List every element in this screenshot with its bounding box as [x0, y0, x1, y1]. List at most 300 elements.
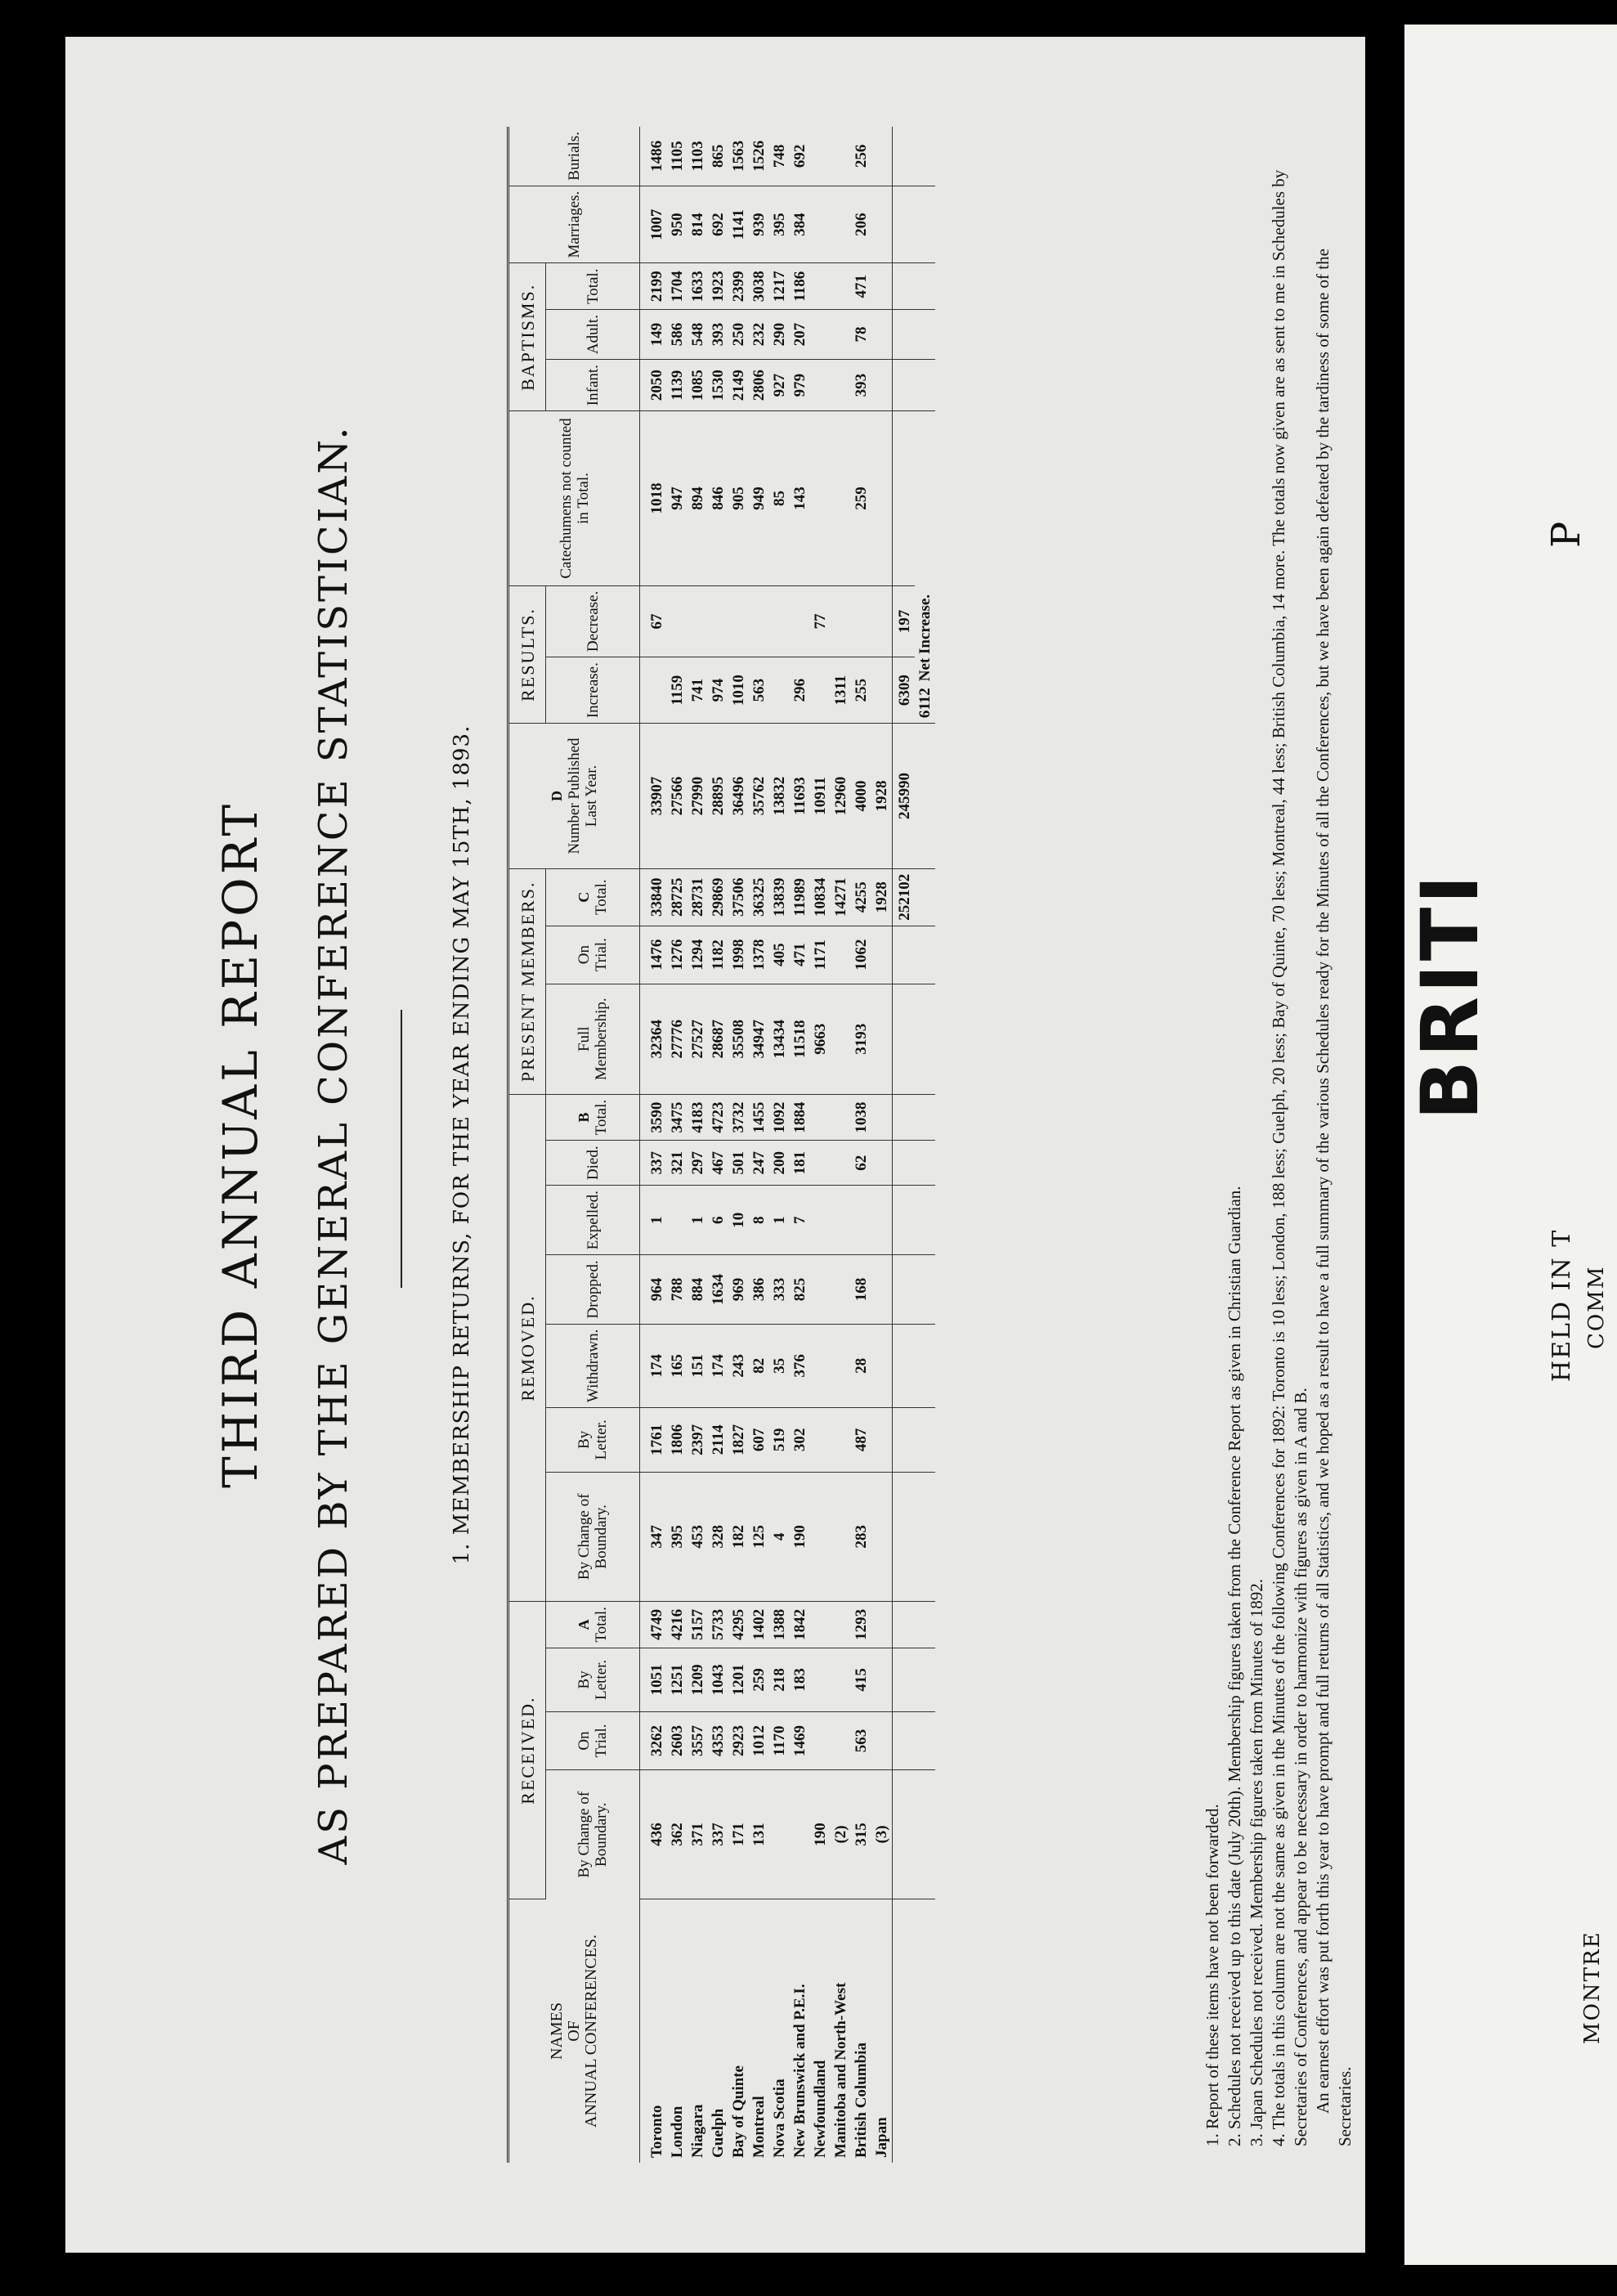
table-row [769, 127, 790, 2163]
table-cell: 1998 [728, 926, 749, 984]
totals-cell [893, 1712, 916, 1770]
table-cell: 28 [851, 1324, 871, 1407]
conference-name: Newfoundland [812, 2060, 829, 2158]
table-cell: 4183 [688, 1094, 708, 1141]
table-cell [871, 310, 893, 360]
net-spacer [915, 1712, 935, 1770]
table-cell: 10834 [810, 868, 831, 926]
table-cell: 471 [790, 926, 810, 984]
table-cell: 884 [688, 1255, 708, 1324]
table-cell: 77 [810, 585, 831, 657]
table-cell: 1217 [769, 263, 790, 310]
table-cell [810, 1602, 831, 1648]
table-cell: 748 [769, 127, 790, 186]
table-cell: 1761 [640, 1408, 668, 1472]
totals-cell [893, 1094, 916, 1141]
baptisms-group-header: BAPTISMS. [508, 263, 546, 411]
col-burials: Burials. [508, 127, 640, 186]
table-cell: 2399 [728, 263, 749, 310]
table-cell [810, 1094, 831, 1141]
table-cell [831, 263, 851, 310]
table-cell [831, 1186, 851, 1255]
present-group-header: PRESENT MEMBERS. [508, 868, 546, 1094]
net-spacer [915, 1472, 935, 1602]
conference-name: New Brunswick and P.E.I. [791, 1984, 808, 2158]
membership-table [507, 127, 935, 2163]
table-cell: 467 [708, 1141, 728, 1186]
net-spacer [915, 127, 935, 186]
table-cell: 1276 [667, 926, 688, 984]
net-spacer [915, 1141, 935, 1186]
conference-name: Montreal [750, 2096, 768, 2158]
table-cell: 1455 [749, 1094, 769, 1141]
table-cell [728, 585, 749, 657]
table-cell: 376 [790, 1324, 810, 1407]
facing-page [1404, 25, 1617, 2265]
totals-cell [893, 310, 916, 360]
table-cell [871, 585, 893, 657]
table-cell: 259 [749, 1648, 769, 1711]
totals-cell [893, 1648, 916, 1711]
table-cell: 487 [851, 1408, 871, 1472]
col-expelled: Expelled. [546, 1186, 640, 1255]
net-spacer [915, 926, 935, 984]
table-cell [871, 127, 893, 186]
table-cell [871, 1472, 893, 1602]
table-cell: 4255 [851, 868, 871, 926]
conference-name: London [669, 2105, 686, 2158]
table-cell: 34947 [749, 984, 769, 1094]
totals-cell: 197 [893, 585, 916, 657]
totals-cell [893, 186, 916, 263]
table-cell: 1388 [769, 1602, 790, 1648]
table-cell: 395 [769, 186, 790, 263]
net-spacer [915, 1094, 935, 1141]
table-cell [851, 585, 871, 657]
totals-row [893, 127, 916, 2163]
net-spacer [915, 984, 935, 1094]
totals-cell [893, 1408, 916, 1472]
totals-cell [893, 360, 916, 411]
net-increase-label: Net Increase. [916, 594, 934, 682]
table-cell: 28725 [667, 868, 688, 926]
table-cell: 1186 [790, 263, 810, 310]
table-cell [810, 310, 831, 360]
table-cell: 11693 [790, 724, 810, 869]
col-infant: Infant. [546, 360, 640, 411]
table-cell [810, 186, 831, 263]
table-cell: 27566 [667, 724, 688, 869]
col-died: Died. [546, 1141, 640, 1186]
table-cell: 1563 [728, 127, 749, 186]
table-cell: 78 [851, 310, 871, 360]
table-row [667, 127, 688, 2163]
table-cell [810, 127, 831, 186]
table-cell: 1526 [749, 127, 769, 186]
table-cell [831, 926, 851, 984]
table-cell: 1182 [708, 926, 728, 984]
table-cell: 1012 [749, 1712, 769, 1770]
table-cell: 692 [708, 186, 728, 263]
table-cell: 1103 [688, 127, 708, 186]
footnote: 1. Report of these items have not been forwarded. [1203, 1804, 1222, 2146]
footnote: 3. Japan Schedules not received. Membership figures taken from Minutes of 1892. [1247, 1579, 1266, 2146]
table-cell: 333 [769, 1255, 790, 1324]
conference-name: Toronto [648, 2105, 665, 2158]
table-cell: 1043 [708, 1648, 728, 1711]
table-cell: 3262 [640, 1712, 668, 1770]
table-cell: 283 [851, 1472, 871, 1602]
table-cell: 182 [728, 1472, 749, 1602]
table-cell: 741 [688, 657, 708, 724]
results-group-header: RESULTS. [508, 585, 546, 723]
table-cell: 67 [640, 585, 668, 657]
table-cell: 1170 [769, 1712, 790, 1770]
net-spacer [915, 310, 935, 360]
table-cell: 1092 [769, 1094, 790, 1141]
table-cell: 4000 [851, 724, 871, 869]
totals-cell [893, 1324, 916, 1407]
net-spacer [915, 360, 935, 411]
table-cell: 247 [749, 1141, 769, 1186]
table-cell [831, 127, 851, 186]
table-cell: 35 [769, 1324, 790, 1407]
table-cell: 1251 [667, 1648, 688, 1711]
table-cell: 3590 [640, 1094, 668, 1141]
table-cell [790, 585, 810, 657]
table-cell: 2603 [667, 1712, 688, 1770]
conference-name: Japan [873, 2117, 890, 2158]
table-cell: 1085 [688, 360, 708, 411]
marker-b: B [576, 1112, 592, 1123]
conference-name: Guelph [710, 2108, 727, 2158]
table-cell: 563 [749, 657, 769, 724]
table-cell [831, 411, 851, 586]
net-spacer [915, 1602, 935, 1648]
rotated-report [65, 37, 1365, 2253]
table-cell: 548 [688, 310, 708, 360]
table-cell: 1294 [688, 926, 708, 984]
table-cell: 2199 [640, 263, 668, 310]
table-cell: 1 [640, 1186, 668, 1255]
totals-label [893, 1899, 916, 2164]
col-withdrawn: Withdrawn. [546, 1324, 640, 1407]
table-cell [871, 1602, 893, 1648]
col-dropped: Dropped. [546, 1255, 640, 1324]
table-cell: 386 [749, 1255, 769, 1324]
table-cell: 7 [790, 1186, 810, 1255]
col-catechumens: Catechumens not counted in Total. [508, 411, 640, 586]
table-cell: 337 [640, 1141, 668, 1186]
table-cell: 28895 [708, 724, 728, 869]
table-cell: 894 [688, 411, 708, 586]
totals-cell [893, 1769, 916, 1899]
table-cell: 32364 [640, 984, 668, 1094]
col-present-trial: On Trial. [546, 926, 640, 984]
table-cell: 35508 [728, 984, 749, 1094]
table-cell: 1171 [810, 926, 831, 984]
table-cell: 1923 [708, 263, 728, 310]
table-cell: 1633 [688, 263, 708, 310]
table-cell [810, 1324, 831, 1407]
col-received-letter: By Letter. [546, 1648, 640, 1711]
table-cell: 1139 [667, 360, 688, 411]
table-cell: 1827 [728, 1408, 749, 1472]
table-cell: 33840 [640, 868, 668, 926]
table-cell: 1806 [667, 1408, 688, 1472]
table-cell: 28687 [708, 984, 728, 1094]
table-cell [871, 1094, 893, 1141]
table-cell: 13832 [769, 724, 790, 869]
col-removed-total: B Total. [546, 1094, 640, 1141]
totals-cell: 6309 [893, 657, 916, 724]
table-cell: 4 [769, 1472, 790, 1602]
col-published: D Number Published Last Year. [508, 724, 640, 869]
table-cell: 3475 [667, 1094, 688, 1141]
col-received-trial: On Trial. [546, 1712, 640, 1770]
table-cell: 328 [708, 1472, 728, 1602]
table-cell: 190 [790, 1472, 810, 1602]
footnote: 4. The totals in this column are not the same as given in the Minutes of the following Conferences for 1892: Toronto is 10 less; London, 188 less; Guelph, 20 less; Bay of Quinte, 70 less; Montreal, 44 less; British Columbia, 14 more. The totals now given are as sent to me in Schedules by Secretaries of Conferences, and appear to be necessary in order to harmonize with figures as given in A and B. [1269, 169, 1310, 2146]
table-cell: 436 [640, 1769, 668, 1899]
table-cell: 5733 [708, 1602, 728, 1648]
totals-cell [893, 263, 916, 310]
table-cell [769, 657, 790, 724]
table-cell: 395 [667, 1472, 688, 1602]
table-cell: 1209 [688, 1648, 708, 1711]
report-page [65, 37, 1365, 2253]
table-cell: 3038 [749, 263, 769, 310]
table-cell [810, 263, 831, 310]
table-cell: 788 [667, 1255, 688, 1324]
table-cell: 1010 [728, 657, 749, 724]
table-cell: 321 [667, 1141, 688, 1186]
marker-c: C [576, 891, 592, 903]
table-cell: 4216 [667, 1602, 688, 1648]
col-received-total: A Total. [546, 1602, 640, 1648]
table-cell [871, 263, 893, 310]
net-increase-row [915, 127, 935, 2163]
table-cell [810, 1648, 831, 1711]
table-cell [810, 657, 831, 724]
totals-cell [893, 1602, 916, 1648]
table-cell: 1062 [851, 926, 871, 984]
table-cell [871, 657, 893, 724]
table-cell: 947 [667, 411, 688, 586]
table-cell [831, 984, 851, 1094]
table-cell [810, 1712, 831, 1770]
table-cell [810, 1408, 831, 1472]
net-spacer [915, 263, 935, 310]
table-cell: 969 [728, 1255, 749, 1324]
table-cell: 1378 [749, 926, 769, 984]
table-cell: 405 [769, 926, 790, 984]
table-cell: 865 [708, 127, 728, 186]
table-cell: 347 [640, 1472, 668, 1602]
net-spacer [915, 1324, 935, 1407]
table-cell [688, 585, 708, 657]
net-spacer [915, 1186, 935, 1255]
table-cell: 3193 [851, 984, 871, 1094]
removed-group-header: REMOVED. [508, 1094, 546, 1601]
received-group-header: RECEIVED. [508, 1602, 546, 1899]
conference-name: Manitoba and North-West [832, 1982, 849, 2158]
table-cell: 1704 [667, 263, 688, 310]
table-cell: 1018 [640, 411, 668, 586]
table-row [871, 127, 893, 2163]
table-cell [831, 1408, 851, 1472]
table-cell: 62 [851, 1141, 871, 1186]
table-cell: 11989 [790, 868, 810, 926]
table-row [831, 127, 851, 2163]
col-baptisms-total: Total. [546, 263, 640, 310]
table-cell [871, 1648, 893, 1711]
table-cell: 607 [749, 1408, 769, 1472]
table-cell: 165 [667, 1324, 688, 1407]
table-cell: 256 [851, 127, 871, 186]
table-cell: 37506 [728, 868, 749, 926]
table-cell: 1311 [831, 657, 851, 724]
totals-cell [893, 1255, 916, 1324]
table-cell [831, 1602, 851, 1648]
table-cell: 36496 [728, 724, 749, 869]
col-marriages: Marriages. [508, 186, 640, 263]
table-cell: 13839 [769, 868, 790, 926]
section-title: 1. MEMBERSHIP RETURNS, FOR THE YEAR ENDING MAY 15TH, 1893. [450, 724, 474, 1565]
table-cell: 1884 [790, 1094, 810, 1141]
marker-d: D [549, 790, 565, 801]
table-cell [871, 1408, 893, 1472]
net-spacer [915, 1648, 935, 1711]
table-cell [871, 1324, 893, 1407]
table-cell: 33907 [640, 724, 668, 869]
table-row [688, 127, 708, 2163]
table-cell: 846 [708, 411, 728, 586]
table-cell [810, 1255, 831, 1324]
table-cell [640, 657, 668, 724]
table-cell: 27990 [688, 724, 708, 869]
conference-name: British Columbia [853, 2043, 870, 2158]
net-increase-value: 6112 [916, 688, 934, 719]
net-spacer [915, 724, 935, 869]
table-cell [749, 585, 769, 657]
col-full-membership: Full Membership. [546, 984, 640, 1094]
table-cell: 1476 [640, 926, 668, 984]
table-cell [831, 310, 851, 360]
totals-cell: 245990 [893, 724, 916, 869]
table-cell: 362 [667, 1769, 688, 1899]
totals-cell [893, 984, 916, 1094]
table-cell: 415 [851, 1648, 871, 1711]
table-row [749, 127, 769, 2163]
table-cell: 27527 [688, 984, 708, 1094]
table-cell: 255 [851, 657, 871, 724]
totals-cell [893, 1472, 916, 1602]
table-cell: 12960 [831, 724, 851, 869]
table-cell: 4353 [708, 1712, 728, 1770]
table-cell: 949 [749, 411, 769, 586]
table-cell [810, 1472, 831, 1602]
facing-page-comm: COMM [1584, 1265, 1609, 1349]
table-cell: 11518 [790, 984, 810, 1094]
col-decrease: Decrease. [546, 585, 640, 657]
table-cell: 232 [749, 310, 769, 360]
table-cell: 207 [790, 310, 810, 360]
table-cell [831, 1141, 851, 1186]
table-cell: 297 [688, 1141, 708, 1186]
table-cell: 9663 [810, 984, 831, 1094]
table-cell: 302 [790, 1408, 810, 1472]
table-cell [831, 1255, 851, 1324]
table-cell: 1634 [708, 1255, 728, 1324]
table-cell: (2) [831, 1769, 851, 1899]
table-cell: 692 [790, 127, 810, 186]
footnote-closing: An earnest effort was put forth this year to have prompt and full returns of all Statistics, and we hoped as a result to have a full summary of the various Schedules ready for the Minutes of all the Conferences, but we have been again defeated by the tardiness of some of the Secretaries. [1313, 249, 1355, 2146]
table-cell: 149 [640, 310, 668, 360]
col-increase: Increase. [546, 657, 640, 724]
table-row [851, 127, 871, 2163]
table-cell: 206 [851, 186, 871, 263]
table-cell [810, 1186, 831, 1255]
conference-name: Nova Scotia [771, 2079, 788, 2158]
names-header: NAMES OF ANNUAL CONFERENCES. [508, 1899, 640, 2164]
table-cell: 10911 [810, 724, 831, 869]
table-cell [810, 411, 831, 586]
col-removed-letter: By Letter. [546, 1408, 640, 1472]
table-cell [871, 360, 893, 411]
conference-name: Bay of Quinte [730, 2065, 747, 2158]
table-cell: 905 [728, 411, 749, 586]
table-row [640, 127, 668, 2163]
col-adult: Adult. [546, 310, 640, 360]
table-cell: 2114 [708, 1408, 728, 1472]
table-cell: 1486 [640, 127, 668, 186]
table-cell: 143 [790, 411, 810, 586]
totals-cell [893, 1141, 916, 1186]
table-cell: 8 [749, 1186, 769, 1255]
table-cell: 393 [708, 310, 728, 360]
table-cell: 131 [749, 1769, 769, 1899]
table-cell: 190 [810, 1769, 831, 1899]
table-cell: 501 [728, 1141, 749, 1186]
table-cell: 519 [769, 1408, 790, 1472]
table-cell: 974 [708, 657, 728, 724]
table-cell: 174 [708, 1324, 728, 1407]
table-cell: 168 [851, 1255, 871, 1324]
table-row [790, 127, 810, 2163]
table-cell: 28731 [688, 868, 708, 926]
table-cell: 384 [790, 186, 810, 263]
table-cell: 35762 [749, 724, 769, 869]
net-spacer [915, 186, 935, 263]
table-cell: 1 [688, 1186, 708, 1255]
table-cell [871, 1186, 893, 1255]
table-cell [871, 1712, 893, 1770]
table-cell: 4749 [640, 1602, 668, 1648]
table-cell [708, 585, 728, 657]
table-cell [831, 1324, 851, 1407]
table-cell: 2050 [640, 360, 668, 411]
table-cell: 181 [790, 1141, 810, 1186]
table-cell: 259 [851, 411, 871, 586]
totals-cell [893, 127, 916, 186]
table-cell: 4295 [728, 1602, 749, 1648]
table-cell: 218 [769, 1648, 790, 1711]
totals-cell: 252102 [893, 868, 916, 926]
table-cell [810, 1141, 831, 1186]
table-cell: 950 [667, 186, 688, 263]
table-cell: 471 [851, 263, 871, 310]
